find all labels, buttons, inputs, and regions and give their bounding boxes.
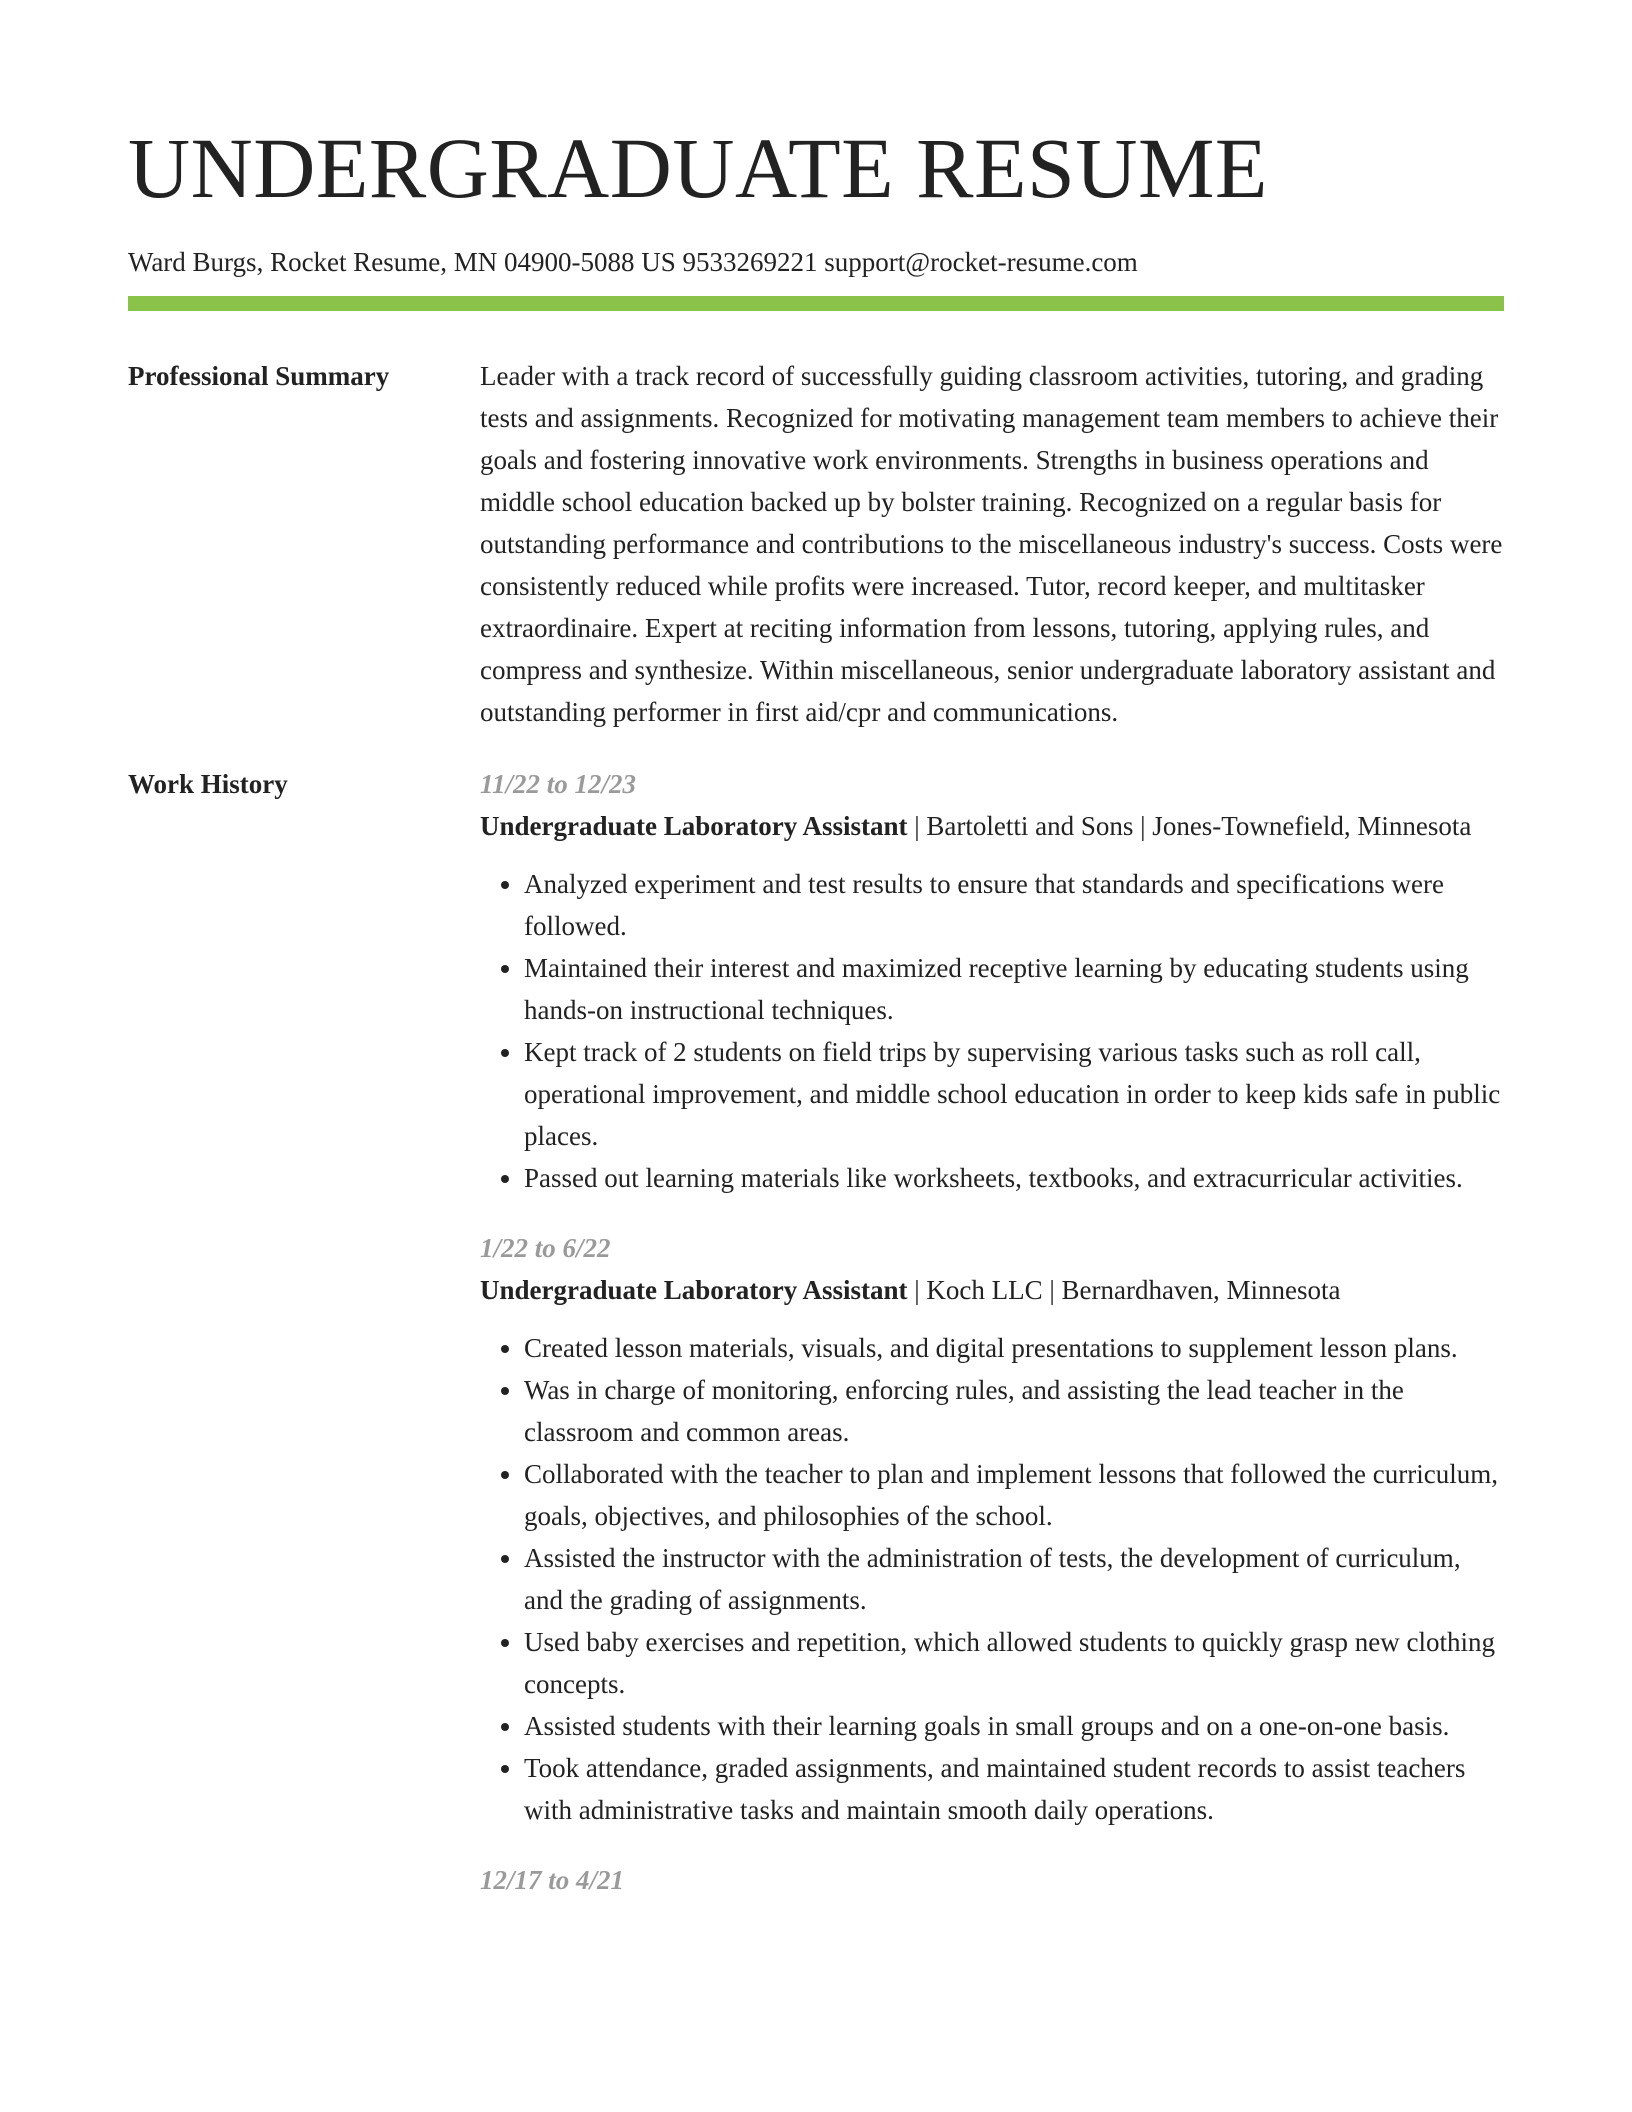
job-bullet: • Analyzed experiment and test results to ensure that standards and specifications were followed. [524, 863, 1504, 947]
job-bullet: • Assisted students with their learning goals in small groups and on a one-on-one basis. [524, 1705, 1504, 1747]
summary-heading: Professional Summary [128, 361, 390, 391]
job-bullet: • Assisted the instructor with the administration of tests, the development of curriculum, and the grading of assignments. [524, 1537, 1504, 1621]
job-bullet: • Kept track of 2 students on field trips by supervising various tasks such as roll call, operational improvement, and middle school education in order to keep kids safe in public places. [524, 1031, 1504, 1157]
job-bullet: • Created lesson materials, visuals, and digital presentations to supplement lesson plans. [524, 1327, 1504, 1369]
job-bullet: • Maintained their interest and maximized receptive learning by educating students using hands-on instructional techniques. [524, 947, 1504, 1031]
job-employer-location: | Bartoletti and Sons | Jones-Townefield, Minnesota [907, 811, 1472, 841]
job-heading [480, 805, 1504, 847]
resume-page [128, 0, 1504, 1929]
job-bullets [480, 1327, 1504, 1831]
accent-divider [128, 296, 1504, 311]
work-history-body [480, 763, 1504, 1929]
summary-section [128, 355, 1504, 733]
job-bullets [480, 863, 1504, 1199]
job-title: Undergraduate Laboratory Assistant [480, 811, 908, 841]
work-history-heading: Work History [128, 769, 288, 799]
work-history-section [128, 763, 1504, 1929]
summary-body [480, 355, 1504, 733]
resume-title: UNDERGRADUATE RESUME [128, 120, 1268, 216]
job-dates: 1/22 to 6/22 [480, 1233, 611, 1263]
job-dates: 12/17 to 4/21 [480, 1865, 625, 1895]
job-title: Undergraduate Laboratory Assistant [480, 1275, 908, 1305]
job-entry [480, 1227, 1504, 1831]
contact-line: Ward Burgs, Rocket Resume, MN 04900-5088 US 9533269221 support@rocket-resume.com [128, 247, 1138, 277]
job-bullet: • Was in charge of monitoring, enforcing rules, and assisting the lead teacher in the classroom and common areas. [524, 1369, 1504, 1453]
job-entry [480, 1859, 1504, 1901]
summary-text: Leader with a track record of successfully guiding classroom activities, tutoring, and grading tests and assignments. Recognized for motivating management team members to achieve their goals and fostering innovative work environments. Strengths in business operations and middle school education backed up by bolster training. Recognized on a regular basis for outstanding performance and contributions to the miscellaneous industry's success. Costs were consistently reduced while profits were increased. Tutor, record keeper, and multitasker extraordinaire. Expert at reciting information from lessons, tutoring, applying rules, and compress and synthesize. Within miscellaneous, senior undergraduate laboratory assistant and outstanding performer in first aid/cpr and communications. [480, 361, 1503, 727]
job-employer-location: | Koch LLC | Bernardhaven, Minnesota [907, 1275, 1341, 1305]
job-bullet: • Collaborated with the teacher to plan and implement lessons that followed the curriculum, goals, objectives, and philosophies of the school. [524, 1453, 1504, 1537]
job-entry [480, 763, 1504, 1199]
job-bullet: • Passed out learning materials like worksheets, textbooks, and extracurricular activities. [524, 1157, 1504, 1199]
job-bullet: • Used baby exercises and repetition, which allowed students to quickly grasp new clothing concepts. [524, 1621, 1504, 1705]
job-bullet: • Took attendance, graded assignments, and maintained student records to assist teachers with administrative tasks and maintain smooth daily operations. [524, 1747, 1504, 1831]
job-heading [480, 1269, 1504, 1311]
job-dates: 11/22 to 12/23 [480, 769, 637, 799]
